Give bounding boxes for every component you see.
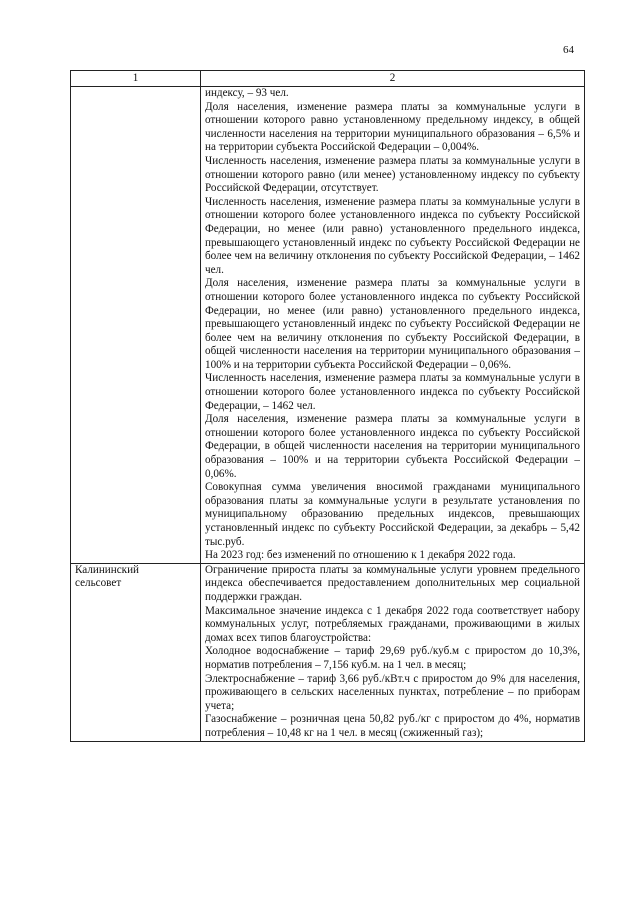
data-table [70,70,585,742]
paragraph: Доля населения, изменение размера платы за коммунальные услуги в отношении которого равно установленному предельному индексу, в общей численности населения на территории муниципального образования – 6,5% и на территории субъекта Российской Федерации – 0,004%. [205,100,580,154]
municipality-name-line: Калининский [75,563,140,576]
paragraph: На 2023 год: без изменений по отношению к 1 декабря 2022 года. [205,549,516,562]
row-content-cell [201,563,585,741]
paragraph: Доля населения, изменение размера платы за коммунальные услуги в отношении которого более установленного индекса по субъекту Российской Федерации, но менее (или равно) установленного предельного индекса, превышающего установленный индекс по субъекту Российской Федерации не более чем на величину отклонения по субъекту Российской Федерации, в общей численности населения на территории муниципального образования – 100% и на территории субъекта Российской Федерации – 0,06%. [205,277,580,371]
paragraph: Совокупная сумма увеличения вносимой гражданами муниципального образования платы за коммунальные услуги в результате установления по муниципальному образованию предельных индексов, превышающих установленный индекс по субъекту Российской Федерации, за декабрь – 5,42 тыс.руб. [205,481,580,548]
paragraph: Численность населения, изменение размера платы за коммунальные услуги в отношении которого более установленного индекса по субъекту Российской Федерации, – 1462 чел. [205,372,580,412]
paragraph: Ограничение прироста платы за коммунальные услуги уровнем предельного индекса обеспечивается предоставлением дополнительных мер социальной поддержки граждан. [205,563,580,603]
column-header-1: 1 [71,71,201,87]
table-row [71,87,585,564]
paragraph: Газоснабжение – розничная цена 50,82 руб./кг с приростом до 4%, норматив потребления – 10,48 кг на 1 чел. в месяц (сжиженный газ); [205,713,580,739]
paragraph: Холодное водоснабжение – тариф 29,69 руб./куб.м с приростом до 10,3%, норматив потребления – 7,156 куб.м. на 1 чел. в месяц; [205,645,580,671]
row-label-cell [71,87,201,564]
municipality-name-line: сельсовет [75,577,122,590]
paragraph: индексу, – 93 чел. [205,87,289,99]
paragraph: Электроснабжение – тариф 3,66 руб./кВт.ч с приростом до 9% для населения, проживающего в сельских населенных пунктах, потребление – по приборам учета; [205,672,580,712]
row-label-cell [71,563,201,741]
table-row [71,563,585,741]
paragraph: Максимальное значение индекса с 1 декабря 2022 года соответствует набору коммунальных услуг, потребляемых гражданами, проживающими в жилых домах всех типов благоустройства: [205,604,580,644]
row-content-cell [201,87,585,564]
page-number: 64 [563,44,574,56]
table-header-row [71,71,585,87]
column-header-2: 2 [201,71,585,87]
paragraph: Численность населения, изменение размера платы за коммунальные услуги в отношении которого более установленного индекса по субъекту Российской Федерации, но менее (или равно) установленного предельного индекса, превышающего установленный индекс по субъекту Российской Федерации не более чем на величину отклонения по субъекту Российской Федерации, – 1462 чел. [205,195,580,276]
paragraph: Численность населения, изменение размера платы за коммунальные услуги в отношении которого равно (или менее) установленному индексу по субъекту Российской Федерации, отсутствует. [205,154,580,195]
paragraph: Доля населения, изменение размера платы за коммунальные услуги в отношении которого более установленного индекса по субъекту Российской Федерации, в общей численности населения на территории муниципального образования – 100% и на территории субъекта Российской Федерации – 0,06%. [205,413,580,480]
